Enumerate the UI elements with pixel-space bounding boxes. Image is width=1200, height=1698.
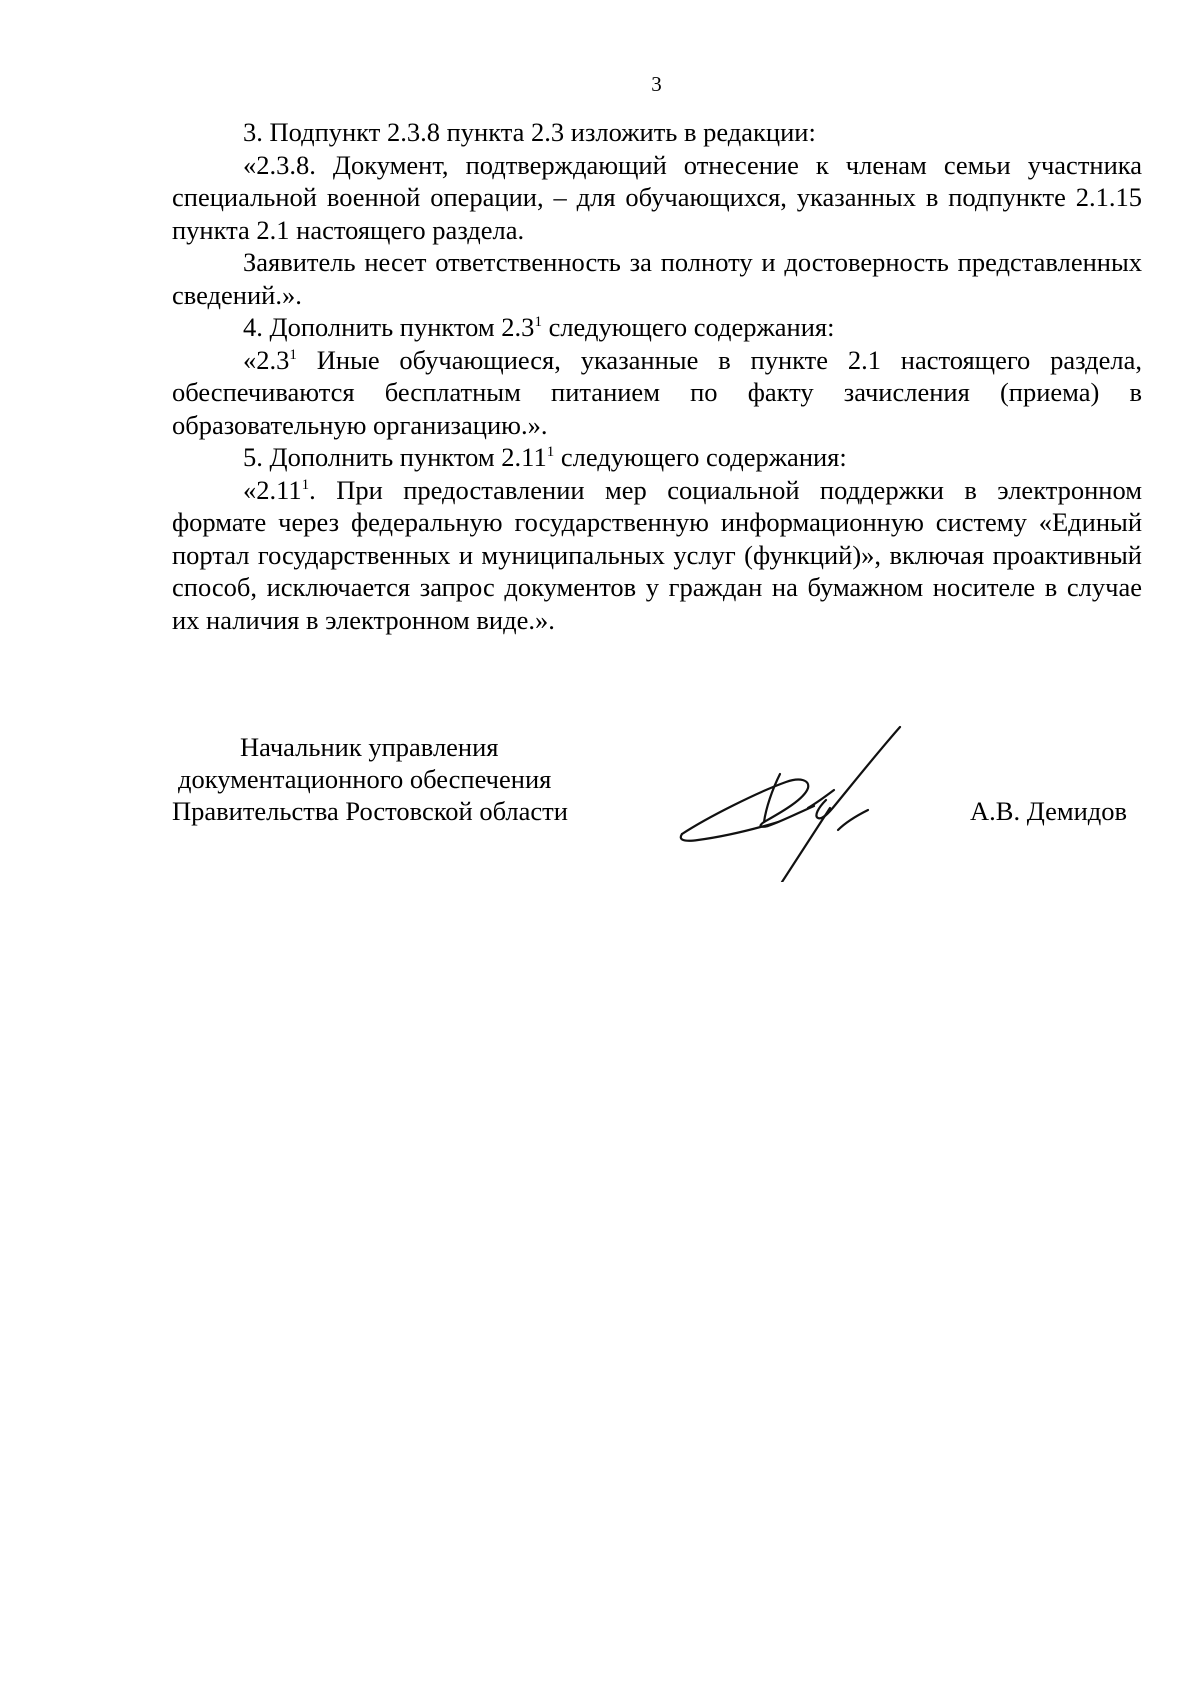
signatory-title-line: документационного обеспечения bbox=[178, 764, 552, 794]
superscript: 1 bbox=[301, 476, 310, 493]
paragraph-text-after: Иные обучающиеся, указанные в пункте 2.1 настоящего раздела, обеспечиваются бесплатным питанием по факту зачисления (приема) в образовательную организацию.». bbox=[172, 344, 1142, 440]
paragraph-text-after: следующего содержания: bbox=[541, 312, 835, 342]
paragraph-text: Заявитель несет ответственность за полноту и достоверность представленных сведений.». bbox=[172, 247, 1142, 310]
paragraph-2-3-1 bbox=[172, 344, 1142, 442]
paragraph-text-before: «2.11 bbox=[243, 474, 302, 505]
signatory-title-line: Начальник управления bbox=[240, 732, 499, 762]
paragraph-4 bbox=[172, 311, 1142, 344]
paragraph-text: «2.3.8. Документ, подтверждающий отнесение к членам семьи участника специальной военной операции, – для обучающихся, указанных в подпункте 2.1.15 пункта 2.1 настоящего раздела. bbox=[172, 149, 1142, 245]
paragraph-5 bbox=[172, 441, 1142, 474]
paragraph-text-before: 4. Дополнить пунктом 2.3 bbox=[243, 312, 535, 342]
document-body bbox=[172, 116, 1142, 636]
page-number: 3 bbox=[651, 72, 662, 96]
paragraph-2-11-1 bbox=[172, 474, 1142, 637]
paragraph-3 bbox=[172, 116, 1142, 149]
signatory-title-line: Правительства Ростовской области bbox=[172, 796, 568, 826]
paragraph-2-3-8 bbox=[172, 149, 1142, 247]
signature-stroke-tick bbox=[838, 810, 868, 830]
signatory-title bbox=[172, 731, 568, 827]
superscript: 1 bbox=[546, 444, 555, 460]
signature-stroke-tail bbox=[782, 808, 830, 882]
paragraph-text-before: 5. Дополнить пунктом 2.11 bbox=[243, 442, 547, 472]
signature-stroke-long bbox=[816, 727, 900, 818]
superscript: 1 bbox=[289, 346, 297, 363]
signature-stroke-loop bbox=[682, 780, 814, 834]
paragraph-text-after: следующего содержания: bbox=[554, 442, 847, 472]
handwritten-signature bbox=[668, 722, 928, 882]
signatory-name: А.В. Демидов bbox=[970, 796, 1128, 826]
paragraph-text-after: . При предоставлении мер социальной поддержки в электронном формате через федеральную государственную информационную систему «Единый портал государственных и муниципальных услуг (функций)», включая проактивный способ, исключается запрос документов у граждан на бумажном носителе в случае их наличия в электронном виде.». bbox=[172, 474, 1142, 635]
paragraph-applicant bbox=[172, 246, 1142, 311]
paragraph-text: 3. Подпункт 2.3.8 пункта 2.3 изложить в редакции: bbox=[243, 117, 816, 147]
superscript: 1 bbox=[534, 314, 542, 330]
paragraph-text-before: «2.3 bbox=[243, 344, 290, 375]
